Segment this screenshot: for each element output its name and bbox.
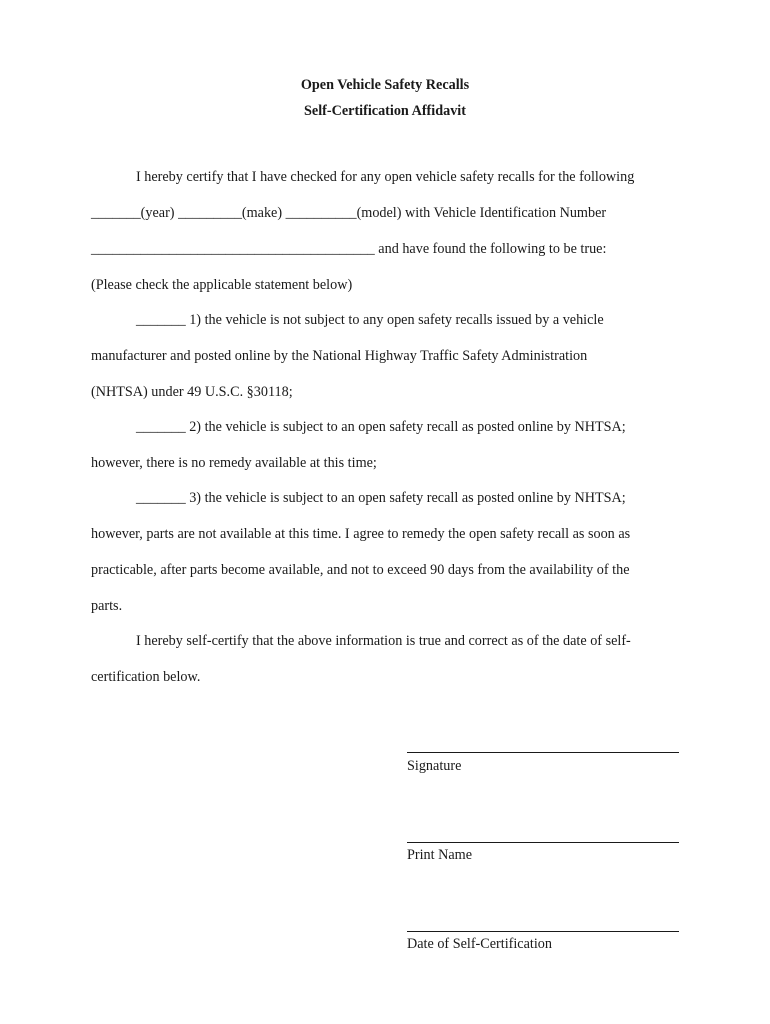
date-label: Date of Self-Certification — [407, 936, 552, 952]
statement-1-line-3: (NHTSA) under 49 U.S.C. §30118; — [91, 384, 293, 400]
signature-label: Signature — [407, 758, 462, 774]
print-name-line[interactable] — [407, 842, 679, 843]
instruction-line: (Please check the applicable statement below) — [91, 277, 353, 293]
statement-1-line-1: _______ 1) the vehicle is not subject to any open safety recalls issued by a vehicle — [136, 312, 604, 328]
signature-line[interactable] — [407, 752, 679, 753]
self-certify-line-1: I hereby self-certify that the above information is true and correct as of the date of self- — [136, 633, 631, 649]
document-subtitle: Self-Certification Affidavit — [304, 103, 466, 119]
statement-1-line-2: manufacturer and posted online by the National Highway Traffic Safety Administration — [91, 348, 588, 364]
print-name-label: Print Name — [407, 847, 473, 863]
date-line[interactable] — [407, 931, 679, 932]
vehicle-fields-line: _______(year) _________(make) __________(model) with Vehicle Identification Number — [91, 205, 607, 221]
statement-3-line-4: parts. — [91, 598, 123, 614]
certify-intro-line: I hereby certify that I have checked for any open vehicle safety recalls for the following — [136, 169, 635, 185]
vin-field-line: ________________________________________ and have found the following to be true: — [91, 241, 607, 257]
statement-2-line-2: however, there is no remedy available at this time; — [91, 455, 377, 471]
self-certify-line-2: certification below. — [91, 669, 201, 685]
statement-2-line-1: _______ 2) the vehicle is subject to an open safety recall as posted online by NHTSA; — [136, 419, 626, 435]
statement-3-line-3: practicable, after parts become available, and not to exceed 90 days from the availability of the — [91, 562, 630, 578]
document-title: Open Vehicle Safety Recalls — [300, 77, 470, 93]
statement-3-line-2: however, parts are not available at this time. I agree to remedy the open safety recall as soon as — [91, 526, 631, 542]
statement-3-line-1: _______ 3) the vehicle is subject to an open safety recall as posted online by NHTSA; — [136, 490, 626, 506]
